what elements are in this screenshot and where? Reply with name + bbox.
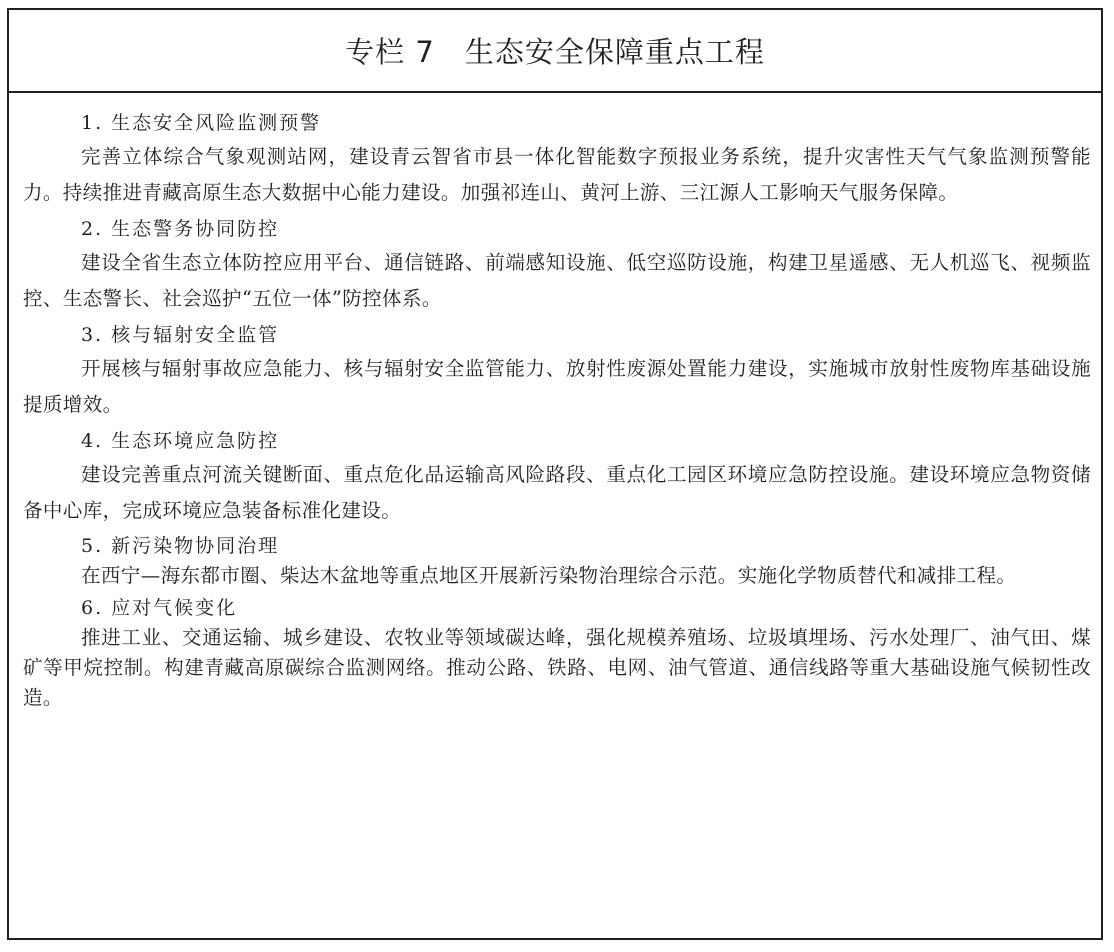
section-1 [23, 107, 1091, 211]
section-heading: 2. 生态警务协同防控 [81, 218, 280, 240]
section-heading: 3. 核与辐射安全监管 [81, 324, 280, 346]
section-6 [23, 593, 1091, 713]
section-heading: 4. 生态环境应急防控 [81, 430, 280, 452]
section-4 [23, 425, 1091, 529]
column-box [7, 8, 1103, 940]
section-2 [23, 213, 1091, 317]
section-text: 建设全省生态立体防控应用平台、通信链路、前端感知设施、低空巡防设施，构建卫星遥感、无人机巡飞、视频监控、生态警长、社会巡护“五位一体”防控体系。 [23, 251, 1091, 310]
section-text: 建设完善重点河流关键断面、重点危化品运输高风险路段、重点化工园区环境应急防控设施。建设环境应急物资储备中心库，完成环境应急装备标准化建设。 [23, 463, 1091, 522]
column-content [9, 93, 1101, 713]
title-bar [9, 10, 1101, 93]
section-heading: 5. 新污染物协同治理 [81, 535, 280, 557]
section-text: 在西宁—海东都市圈、柴达木盆地等重点地区开展新污染物治理综合示范。实施化学物质替代和减排工程。 [81, 564, 1017, 587]
section-3 [23, 319, 1091, 423]
section-text: 完善立体综合气象观测站网，建设青云智省市县一体化智能数字预报业务系统，提升灾害性天气气象监测预警能力。持续推进青藏高原生态大数据中心能力建设。加强祁连山、黄河上游、三江源人工影响天气服务保障。 [23, 145, 1091, 204]
section-heading: 6. 应对气候变化 [81, 597, 238, 619]
section-heading: 1. 生态安全风险监测预警 [81, 112, 322, 134]
column-title: 专栏 7 生态安全保障重点工程 [345, 35, 765, 69]
section-text: 推进工业、交通运输、城乡建设、农牧业等领域碳达峰，强化规模养殖场、垃圾填埋场、污水处理厂、油气田、煤矿等甲烷控制。构建青藏高原碳综合监测网络。推动公路、铁路、电网、油气管道、通信线路等重大基础设施气候韧性改造。 [23, 626, 1091, 709]
section-text: 开展核与辐射事故应急能力、核与辐射安全监管能力、放射性废源处置能力建设，实施城市放射性废物库基础设施提质增效。 [23, 357, 1091, 416]
section-5 [23, 531, 1091, 591]
